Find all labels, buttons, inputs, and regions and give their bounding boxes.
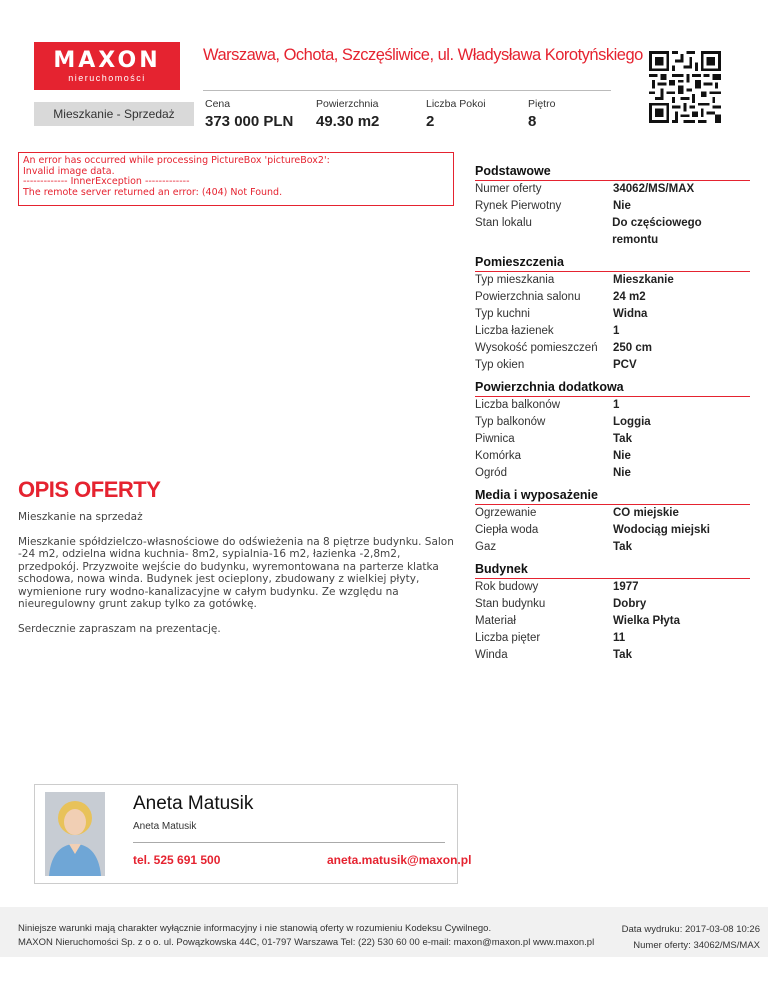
stat-area (316, 98, 379, 130)
qr-code-icon (647, 51, 723, 123)
stat-label: Powierzchnia (316, 98, 379, 110)
detail-key: Stan budynku (475, 598, 546, 610)
detail-value: Nie (613, 200, 631, 212)
detail-value: CO miejskie (613, 507, 679, 519)
logo-subtitle: nieruchomości (68, 73, 146, 83)
agent-photo (45, 792, 105, 876)
detail-key: Liczba łazienek (475, 325, 554, 337)
detail-key: Typ kuchni (475, 308, 530, 320)
detail-key: Komórka (475, 450, 522, 462)
section-title: Podstawowe (475, 164, 750, 181)
page-footer (0, 907, 768, 957)
detail-value: Nie (613, 450, 631, 462)
stat-floor (528, 98, 555, 130)
detail-row (475, 431, 750, 448)
detail-key: Wysokość pomieszczeń (475, 342, 598, 354)
error-line: Invalid image data. (23, 165, 115, 177)
description-body (18, 511, 454, 647)
detail-key: Liczba pięter (475, 632, 541, 644)
section-powierzchnia-dodatkowa (475, 380, 750, 482)
detail-row (475, 630, 750, 647)
detail-row (475, 505, 750, 522)
property-address: Warszawa, Ochota, Szczęśliwice, ul. Władysława Korotyńskiego (203, 46, 643, 64)
stat-label: Liczba Pokoi (426, 98, 486, 110)
description-paragraph: Serdecznie zapraszam na prezentację. (18, 622, 221, 635)
error-line: ------------- InnerException ------------- (23, 176, 190, 187)
detail-value: Dobry (613, 598, 647, 610)
print-date: Data wydruku: 2017-03-08 10:26 (621, 924, 760, 935)
detail-value: Mieszkanie (613, 274, 674, 286)
description-title: OPIS OFERTY (18, 477, 161, 502)
property-details (475, 164, 750, 670)
agent-subtitle: Aneta Matusik (133, 821, 197, 832)
detail-row (475, 215, 750, 249)
agent-divider (133, 842, 445, 843)
detail-value: Widna (613, 308, 648, 320)
agent-email-link[interactable]: aneta.matusik@maxon.pl (327, 853, 472, 867)
detail-key: Typ mieszkania (475, 274, 555, 286)
error-line: An error has occurred while processing PictureBox 'pictureBox2': (23, 155, 330, 166)
detail-row (475, 181, 750, 198)
detail-row (475, 579, 750, 596)
footer-meta (622, 922, 760, 954)
detail-row (475, 323, 750, 340)
detail-value: 250 cm (613, 342, 653, 354)
detail-key: Ciepła woda (475, 524, 539, 536)
detail-value: 1 (613, 399, 620, 411)
stat-value: 2 (426, 113, 435, 130)
detail-row (475, 647, 750, 664)
agent-card (34, 784, 472, 884)
detail-key: Winda (475, 649, 508, 661)
detail-value: 24 m2 (613, 291, 646, 303)
detail-value: Nie (613, 467, 631, 479)
stat-value: 8 (528, 113, 537, 130)
section-title: Pomieszczenia (475, 255, 750, 272)
stat-rooms (426, 98, 486, 130)
detail-value: 11 (613, 632, 626, 644)
section-title: Media i wyposażenie (475, 488, 750, 505)
detail-key: Numer oferty (475, 183, 542, 195)
detail-key: Liczba balkonów (475, 399, 561, 411)
detail-value: 34062/MS/MAX (613, 183, 695, 195)
section-budynek (475, 562, 750, 664)
detail-key: Rok budowy (475, 581, 539, 593)
detail-row (475, 539, 750, 556)
detail-key: Piwnica (475, 433, 515, 445)
detail-value: Tak (613, 541, 632, 553)
stat-value: 49.30 m2 (316, 113, 380, 130)
footer-line: Niniejsze warunki mają charakter wyłącznie informacyjny i nie stanowią oferty w rozumieniu Kodeksu Cywilnego. (18, 923, 492, 934)
footer-disclaimer (18, 922, 594, 950)
detail-row (475, 340, 750, 357)
detail-value: Tak (613, 649, 632, 661)
footer-line: MAXON Nieruchomości Sp. z o o. ul. Powązkowska 44C, 01-797 Warszawa Tel: (22) 530 60 00 e-mail: maxon@maxon.pl www.maxon.pl (18, 937, 595, 948)
detail-row (475, 306, 750, 323)
stat-label: Cena (205, 98, 231, 110)
maxon-logo (34, 42, 180, 90)
section-title: Powierzchnia dodatkowa (475, 380, 750, 397)
header-divider (203, 90, 611, 91)
detail-key: Materiał (475, 615, 516, 627)
logo-brand: MAXON (53, 48, 161, 73)
footer-offer-number: Numer oferty: 34062/MS/MAX (633, 940, 760, 951)
section-title: Budynek (475, 562, 750, 579)
detail-row (475, 357, 750, 374)
detail-value: PCV (613, 359, 637, 371)
detail-key: Typ okien (475, 359, 525, 371)
detail-key: Gaz (475, 541, 497, 553)
detail-key: Stan lokalu (475, 217, 532, 229)
detail-value: Wodociąg miejski (613, 524, 710, 536)
detail-value: Tak (613, 433, 632, 445)
stat-value: 373 000 PLN (205, 113, 294, 130)
section-pomieszczenia (475, 255, 750, 374)
agent-name: Aneta Matusik (133, 793, 254, 814)
detail-key: Ogrzewanie (475, 507, 537, 519)
detail-row (475, 414, 750, 431)
detail-key: Powierzchnia salonu (475, 291, 581, 303)
section-media (475, 488, 750, 556)
detail-row (475, 596, 750, 613)
detail-value: Loggia (613, 416, 651, 428)
detail-row (475, 198, 750, 215)
description-paragraph: Mieszkanie na sprzedaż (18, 511, 143, 523)
detail-row (475, 289, 750, 306)
detail-value: Do częściowego remontu (612, 217, 702, 246)
detail-row (475, 613, 750, 630)
detail-key: Typ balkonów (475, 416, 546, 428)
detail-row (475, 272, 750, 289)
detail-value: 1977 (613, 581, 639, 593)
section-podstawowe (475, 164, 750, 249)
agent-portrait-icon (45, 792, 105, 876)
offer-type-badge: Mieszkanie - Sprzedaż (34, 102, 194, 126)
agent-phone-link[interactable]: tel. 525 691 500 (133, 853, 221, 867)
detail-key: Rynek Pierwotny (475, 200, 562, 212)
error-line: The remote server returned an error: (404) Not Found. (23, 186, 283, 198)
detail-row (475, 397, 750, 414)
detail-row (475, 522, 750, 539)
detail-value: 1 (613, 325, 620, 337)
detail-row (475, 448, 750, 465)
detail-key: Ogród (475, 467, 507, 479)
image-error-message (18, 152, 454, 206)
stat-price (205, 98, 293, 130)
detail-row (475, 465, 750, 482)
stat-label: Piętro (528, 98, 556, 110)
detail-value: Wielka Płyta (613, 615, 681, 627)
description-paragraph: Mieszkanie spółdzielczo-własnościowe do odświeżenia na 8 piętrze budynku. Salon -24 m2, odzielna widna kuchnia- 8m2, sypialnia-16 m2, łazienka -2,8m2, przedpokój. Przyzwoite wejście do budynku, wyremontowana na parterze klatka schodowa, nowa winda. Budynek jest ocieplony, zbudowany z wielkiej płyty, wymienione rury wodno-kanalizacyjne w całym budynku. Ze względu na nieuregulowny grunt zakup tylko za gotówkę. (18, 535, 454, 610)
